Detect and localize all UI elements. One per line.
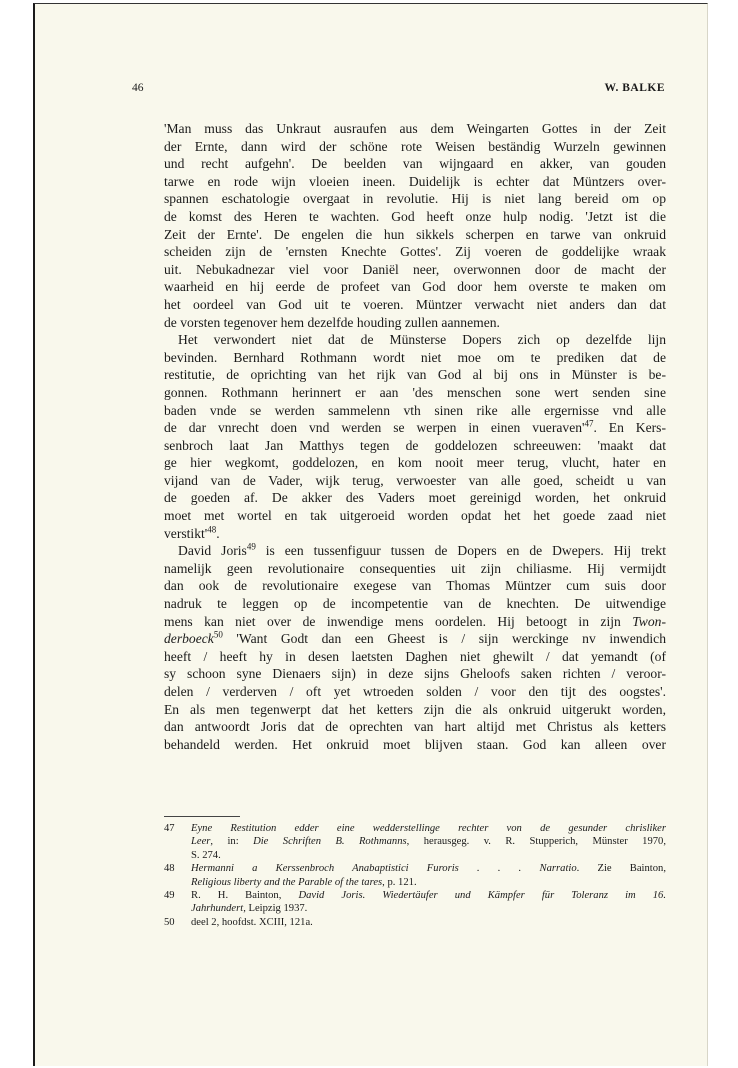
- text-line: [164, 138, 666, 156]
- text-line: [164, 384, 666, 402]
- text-line: [164, 701, 666, 719]
- text-run: En als men tegenwerpt dat het ketters zijn die als onkruid uitgerukt worden,: [164, 701, 666, 717]
- text-run: moet met wortel en tak uitgeroeid worden opdat het het goede zaad niet: [164, 508, 666, 524]
- text-run: de komst des Heren te wachten. God heeft onze hulp nodig. 'Jetzt ist die: [164, 208, 666, 224]
- main-text: [164, 120, 666, 753]
- text-run: uit. Nebukadnezar viel voor Daniël neer, overwonnen door de macht der: [164, 261, 666, 277]
- text-run: de vorsten tegenover hem dezelfde houding zullen aannemen.: [164, 314, 500, 330]
- text-line: [164, 278, 666, 296]
- text-line: [164, 560, 666, 578]
- text-run: S. 274.: [191, 849, 221, 861]
- text-run: . Zie Bainton,: [576, 863, 666, 875]
- text-run: , herausgeg. v. R. Stupperich, Münster 1970,: [406, 836, 666, 848]
- footnote-reference: 49: [246, 541, 256, 552]
- text-line: [164, 613, 666, 631]
- text-run: ge hier wegkomt, goddelozen, en kom nooit meer terug, vlucht, hater en: [164, 455, 666, 471]
- text-line: [164, 595, 666, 613]
- text-run: restitutie, de oprichting van het rijk van God al bij ons in Münster is be-: [164, 367, 666, 383]
- page-number: 46: [132, 82, 144, 94]
- text-line: [164, 366, 666, 384]
- text-run: der Ernte, dann wird der schöne rote Weisen beständig Wurzeln gewinnen: [164, 138, 666, 154]
- text-line: [164, 261, 666, 279]
- text-line: [164, 454, 666, 472]
- text-line: [164, 226, 666, 244]
- footnote-line: [191, 916, 666, 929]
- text-run: Zeit der Ernte'. De engelen die hun sikkels scherpen en tarwe van onkruid: [164, 226, 666, 242]
- text-line: [164, 419, 666, 437]
- footnote-reference: 47: [584, 418, 594, 429]
- italic-text: Hermanni a Kerssenbroch Anabaptistici Furoris . . . Narratio: [191, 863, 577, 875]
- footnote-line: [191, 889, 666, 902]
- text-run: de goeden af. De akker des Vaders moet gereinigd worden, het onkruid: [164, 490, 666, 506]
- text-line: [164, 402, 666, 420]
- footnote-reference: 48: [207, 524, 217, 535]
- text-line: [164, 243, 666, 261]
- footnote-line: [191, 822, 666, 835]
- footnote-line: [191, 862, 666, 875]
- italic-text: Twon-: [632, 613, 666, 629]
- text-line: [164, 173, 666, 191]
- text-line: [164, 542, 666, 560]
- text-run: dan ook de revolutionaire exegese van Thomas Müntzer cum suis door: [164, 578, 666, 594]
- text-run: tarwe en rode wijn vloeien ineen. Duidelijk is echter dat Müntzers over-: [164, 173, 666, 189]
- italic-text: Leer: [191, 836, 211, 848]
- text-line: [164, 718, 666, 736]
- text-run: is een tussenfiguur tussen de Dopers en de Dwepers. Hij trekt: [255, 543, 666, 559]
- text-line: [164, 314, 666, 332]
- footnote-number: 47: [164, 823, 175, 834]
- text-line: [164, 190, 666, 208]
- text-run: nadruk te leggen op de incompetentie van de knechten. De uitwendige: [164, 596, 666, 612]
- footnote-line: [191, 849, 666, 862]
- text-line: [164, 736, 666, 754]
- footnote-number: 50: [164, 916, 175, 928]
- text-line: [164, 630, 666, 648]
- text-line: [164, 155, 666, 173]
- text-run: 'Man muss das Unkraut ausraufen aus dem Weingarten Gottes in der Zeit: [164, 121, 666, 136]
- text-run: gonnen. Rothmann herinnert er aan 'des menschen sone wert senden sine: [164, 384, 666, 400]
- text-line: [164, 349, 666, 367]
- text-run: David Joris: [178, 543, 247, 559]
- text-line: [164, 665, 666, 683]
- text-line: [164, 648, 666, 666]
- text-run: senbroch laat Jan Matthys tegen de goddelozen schreeuwen: 'maakt dat: [164, 437, 666, 453]
- text-run: baden vnde se werden sammelenn vth sinen rike alle ergernisse vnd alle: [164, 402, 666, 418]
- text-run: waarheid en hij eerde de profeet van God door hem overste te maken om: [164, 279, 666, 295]
- text-line: [164, 507, 666, 525]
- running-head: [132, 82, 665, 96]
- text-run: de dar vnrecht doen vnd werden se werpen in einen vueraven': [164, 420, 585, 436]
- italic-text: Religious liberty and the Parable of the tares: [191, 876, 383, 888]
- text-run: , p. 121.: [382, 876, 417, 888]
- text-run: deel 2, hoofdst. XCIII, 121a.: [191, 916, 313, 928]
- text-run: sy schoon syne Dienaers sijn) in deze sijns Gheloofs saken richten / veroor-: [164, 666, 666, 682]
- text-line: [164, 489, 666, 507]
- footnote-line: [191, 835, 666, 848]
- text-run: spannen eschatologie overgaat in revolutie. Hij is niet lang bereid om op: [164, 191, 666, 207]
- footnote: [164, 862, 666, 889]
- italic-text: Die Schriften B. Rothmanns: [253, 836, 407, 848]
- text-run: scheiden zijn de 'ernsten Knechte Gottes'. Zij voeren de goddelijke wraak: [164, 244, 666, 260]
- text-run: Het verwondert niet dat de Münsterse Dopers zich op dezelfde lijn: [178, 332, 666, 348]
- footnote: [164, 916, 666, 929]
- footnote: [164, 822, 666, 862]
- footnote: [164, 889, 666, 916]
- text-run: heeft / heeft hy in desen laetsten Daghen niet ghewilt / dat yemandt (of: [164, 648, 666, 664]
- text-run: , Leipzig 1937.: [243, 903, 308, 915]
- footnote-line: [191, 902, 666, 915]
- italic-text: David Joris. Wiedertäufer und Kämpfer für Toleranz im 16.: [298, 890, 666, 902]
- text-line: [164, 331, 666, 349]
- text-line: [164, 683, 666, 701]
- text-run: namelijk geen revolutionaire consequenties uit zijn chiliasme. Hij vermijdt: [164, 560, 666, 576]
- footnotes: [164, 822, 666, 929]
- italic-text: derboeck: [164, 631, 214, 647]
- text-line: [164, 472, 666, 490]
- text-run: mens kan niet over de inwendige mens oordelen. Hij betoogt in zijn: [164, 613, 633, 629]
- text-line: [164, 120, 666, 138]
- text-run: delen / verderven / oft yet wtroeden solden / voor den tijt des oogstes'.: [164, 684, 666, 699]
- footnote-reference: 50: [213, 629, 223, 640]
- text-line: [164, 208, 666, 226]
- italic-text: Jahrhundert: [191, 903, 244, 915]
- footnote-line: [191, 876, 666, 889]
- running-head-author: W. BALKE: [604, 82, 665, 94]
- text-run: 'Want Godt dan een Gheest is / sijn werckinge nv inwendich: [222, 631, 666, 647]
- text-run: .: [216, 525, 220, 541]
- text-line: [164, 577, 666, 595]
- text-run: R. H. Bainton,: [191, 890, 299, 902]
- text-run: , in:: [210, 836, 254, 848]
- italic-text: Eyne Restitution edder eine wedderstellinge rechter von de gesunder chrisliker: [191, 823, 666, 834]
- footnote-divider: [164, 816, 240, 817]
- text-run: vijand van de Vader, wijk terug, verwoester van alle goed, scheidt u van: [164, 472, 666, 488]
- text-run: dan antwoordt Joris dat de oprechten van hart altijd met Christus als ketters: [164, 719, 666, 735]
- text-run: het oordeel van God uit te voeren. Müntzer verwacht niet anders dan dat: [164, 296, 666, 312]
- text-line: [164, 437, 666, 455]
- text-run: verstikt': [164, 525, 208, 541]
- text-run: und recht aufgehn'. De beelden van wijngaard en akker, van gouden: [164, 156, 666, 172]
- text-run: bevinden. Bernhard Rothmann wordt niet moe om te prediken dat de: [164, 349, 666, 365]
- text-line: [164, 296, 666, 314]
- text-run: . En Kers-: [593, 420, 666, 436]
- text-run: behandeld werden. Het onkruid moet blijven staan. God kan alleen over: [164, 736, 666, 752]
- text-line: [164, 525, 666, 543]
- footnote-number: 49: [164, 890, 175, 902]
- footnote-number: 48: [164, 863, 175, 875]
